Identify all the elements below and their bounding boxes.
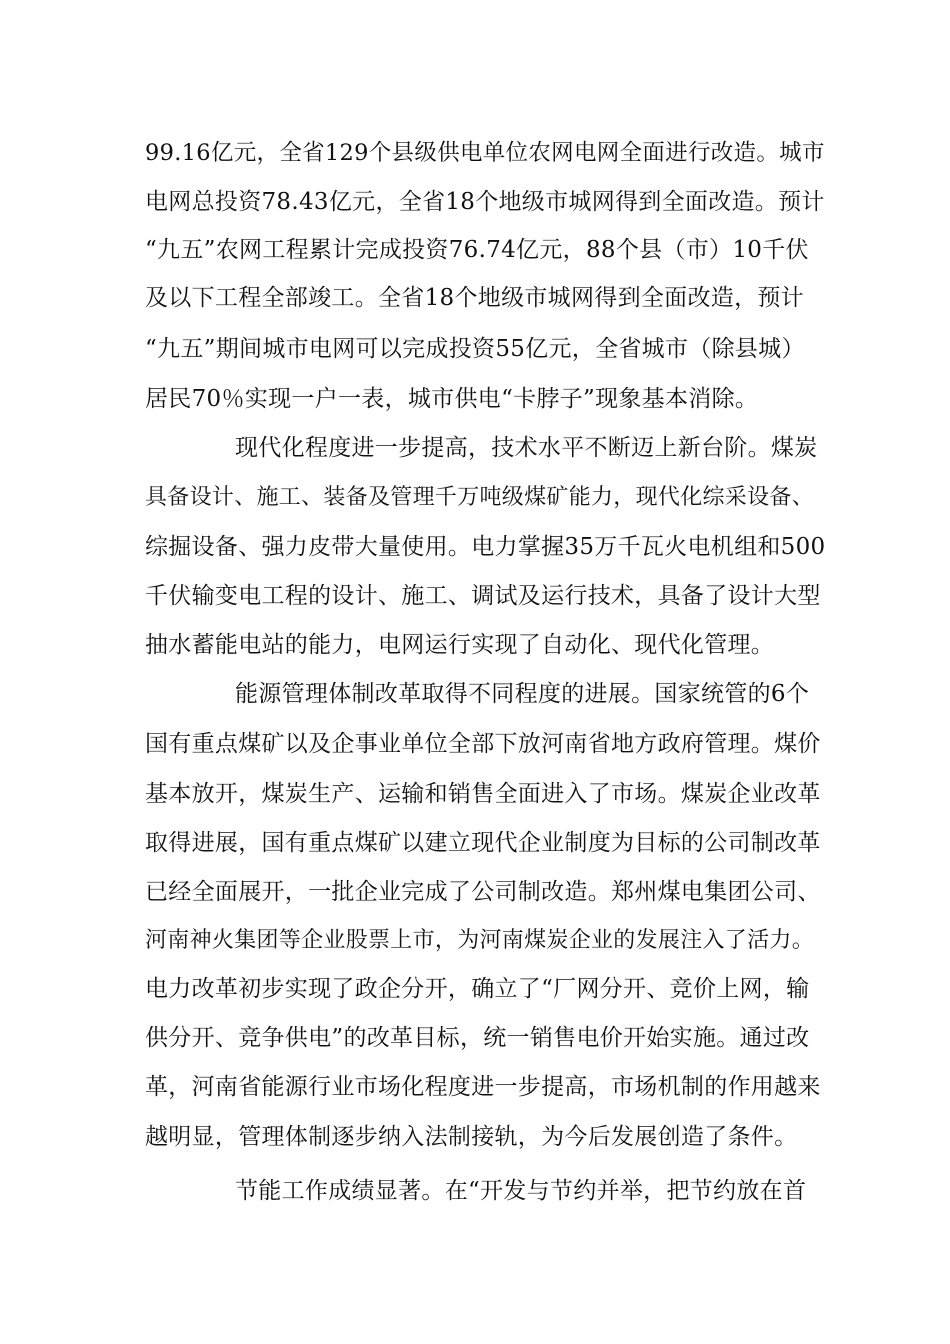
text-line: “九五”期间城市电网可以完成投资55亿元，全省城市（除县城） <box>145 336 805 362</box>
text-line: 河南神火集团等企业股票上市，为河南煤炭企业的发展注入了活力。 <box>145 928 815 953</box>
text-line: 革，河南省能源行业市场化程度进一步提高，市场机制的作用越来 <box>145 1074 821 1100</box>
text-line: 千伏输变电工程的设计、施工、调试及运行技术，具备了设计大型 <box>145 583 821 609</box>
paragraph-start-line: 节能工作成绩显著。在“开发与节约并举，把节约放在首 <box>235 1178 807 1204</box>
text-line: 抽水蓄能电站的能力，电网运行实现了自动化、现代化管理。 <box>145 632 775 658</box>
text-line: 已经全面展开，一批企业完成了公司制改造。郑州煤电集团公司、 <box>145 879 821 905</box>
text-line: 居民70％实现一户一表，城市供电“卡脖子”现象基本消除。 <box>145 386 759 412</box>
text-line: 具备设计、施工、装备及管理千万吨级煤矿能力，现代化综采设备、 <box>145 485 815 510</box>
text-line: 99.16亿元，全省129个县级供电单位农网电网全面进行改造。城市 <box>145 140 825 166</box>
text-line: 综掘设备、强力皮带大量使用。电力掌握35万千瓦火电机组和500 <box>145 534 826 560</box>
paragraph-start-line: 现代化程度进一步提高，技术水平不断迈上新台阶。煤炭 <box>235 435 818 461</box>
text-line: 供分开、竞争供电”的改革目标，统一销售电价开始实施。通过改 <box>145 1025 810 1051</box>
text-line: 及以下工程全部竣工。全省18个地级市城网得到全面改造，预计 <box>145 285 804 311</box>
text-line: 国有重点煤矿以及企事业单位全部下放河南省地方政府管理。煤价 <box>145 731 821 757</box>
text-line: “九五”农网工程累计完成投资76.74亿元，88个县（市）10千伏 <box>145 237 809 263</box>
paragraph-start-line: 能源管理体制改革取得不同程度的进展。国家统管的6个 <box>235 681 810 707</box>
text-line: 电网总投资78.43亿元，全省18个地级市城网得到全面改造。预计 <box>145 189 825 215</box>
text-line: 取得进展，国有重点煤矿以建立现代企业制度为目标的公司制改革 <box>145 830 821 856</box>
text-line: 越明显，管理体制逐步纳入法制接轨，为今后发展创造了条件。 <box>145 1124 798 1150</box>
text-line: 基本放开，煤炭生产、运输和销售全面进入了市场。煤炭企业改革 <box>145 781 821 807</box>
text-line: 电力改革初步实现了政企分开，确立了“厂网分开、竞价上网，输 <box>145 976 810 1002</box>
